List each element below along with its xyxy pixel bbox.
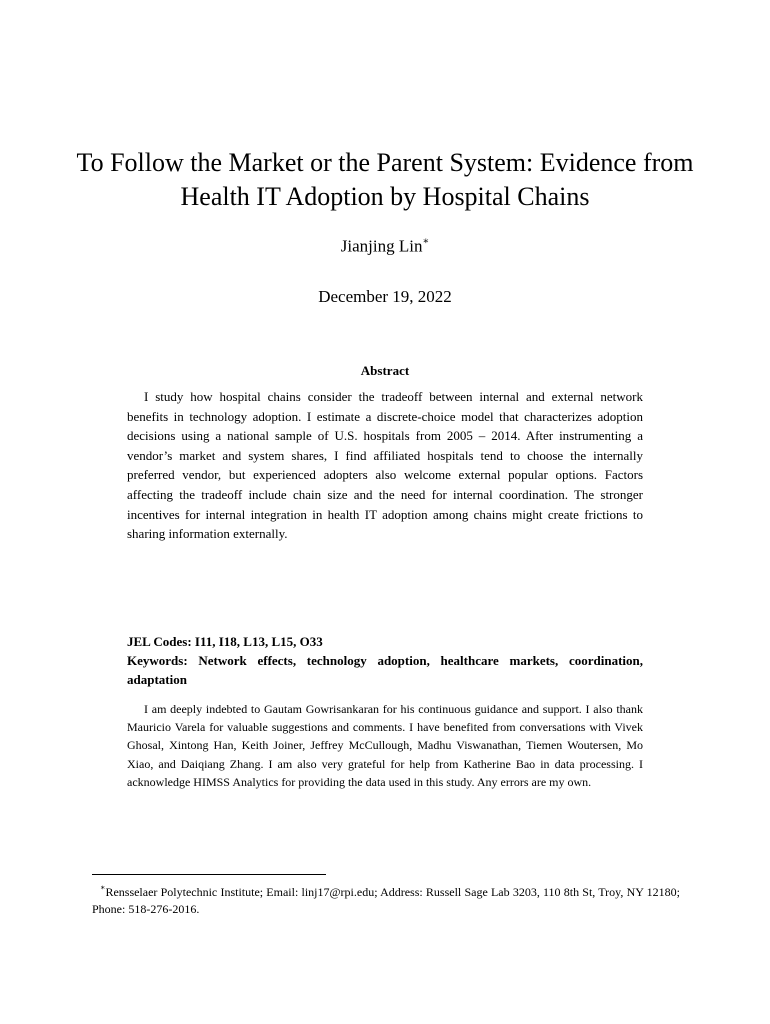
footnote-divider <box>92 874 326 875</box>
author-name: Jianjing Lin <box>340 236 423 256</box>
jel-codes: JEL Codes: I11, I18, L13, L15, O33 <box>127 634 323 649</box>
author-line <box>0 232 770 258</box>
author-footnote-mark: ∗ <box>422 236 430 247</box>
footnote-text: Rensselaer Polytechnic Institute; Email: linj17@rpi.edu; Address: Russell Sage Lab 3203, 110 8th St, Troy, NY 12180; Phone: 518-276-2016. <box>92 885 680 916</box>
acknowledgments: I am deeply indebted to Gautam Gowrisankaran for his continuous guidance and support. I also thank Mauricio Varela for valuable suggestions and comments. I have benefited from conversations with Vivek Ghosal, Xintong Han, Keith Joiner, Jeffrey McCullough, Madhu Viswanathan, Tiemen Woutersen, Mo Xiao, and Daiqiang Zhang. I am also very grateful for help from Katherine Bao in data processing. I acknowledge HIMSS Analytics for providing the data used in this study. Any errors are my own. <box>127 702 643 789</box>
author-affiliation-footnote <box>92 880 680 918</box>
abstract-heading: Abstract <box>360 363 410 378</box>
abstract-body: I study how hospital chains consider the tradeoff between internal and external network benefits in technology adoption. I estimate a discrete-choice model that characterizes adoption decisions using a national sample of U.S. hospitals from 2005 – 2014. After instrumenting a vendor’s market and system shares, I find affiliated hospitals tend to choose the internally preferred vendor, but experienced adopters also welcome external popular options. Factors affecting the tradeoff include chain size and the need for internal coordination. The stronger incentives for internal integration in health IT adoption among chains might create frictions to sharing information externally. <box>127 389 643 542</box>
keywords: Keywords: Network effects, technology adoption, healthcare markets, coordination, adaptation <box>127 653 643 687</box>
publication-date: December 19, 2022 <box>318 287 452 306</box>
paper-title: To Follow the Market or the Parent System: Evidence from Health IT Adoption by Hospital Chains <box>76 148 694 211</box>
footnote-mark: ∗ <box>100 883 106 892</box>
